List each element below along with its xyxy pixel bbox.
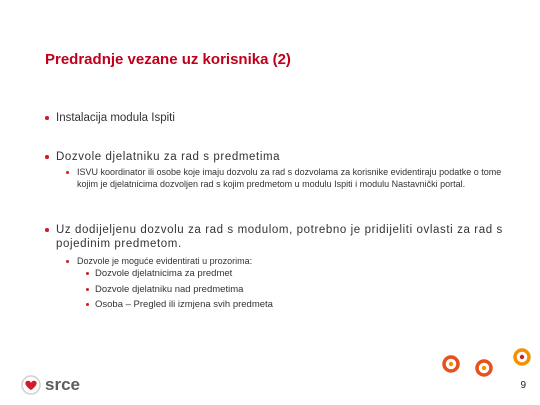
orange-ring-icon (477, 361, 491, 375)
bullet-2: Dozvole djelatniku za rad s predmetima (45, 150, 526, 164)
bullet-3-subsub-2: Dozvole djelatniku nad predmetima (86, 284, 515, 296)
slide-title: Predradnje vezane uz korisnika (2) (45, 51, 291, 68)
bullet-1: Instalacija modula Ispiti (45, 111, 526, 125)
bullet-3: Uz dodijeljenu dozvolu za rad s modulom, potrebno je pridijeliti ovlasti za rad s pojedinim predmetom. (45, 223, 516, 251)
page-number: 9 (520, 380, 526, 391)
srce-heart-logo-icon (20, 375, 42, 395)
decorative-circles (430, 345, 535, 385)
bullet-2-sub: ISVU koordinator ili osobe koje imaju dozvolu za rad s dozvolama za korisnike evidentiraju podatke o tome kojim je djelatnicima dozvoljen rad s kojim predmetom u modulu Ispiti i modulu Nastavnički portal. (66, 167, 517, 190)
bullet-3-subsub-1: Dozvole djelatnicima za predmet (86, 268, 515, 280)
srce-logo (20, 375, 80, 395)
bullet-3-subsub-3: Osoba – Pregled ili izmjena svih predmeta (86, 299, 515, 311)
logo-text: srce (45, 375, 80, 394)
orange-ring-icon (444, 357, 458, 371)
orange-ring-icon (515, 350, 529, 364)
bullet-3-sub: Dozvole je moguće evidentirati u prozorima: (66, 256, 517, 268)
